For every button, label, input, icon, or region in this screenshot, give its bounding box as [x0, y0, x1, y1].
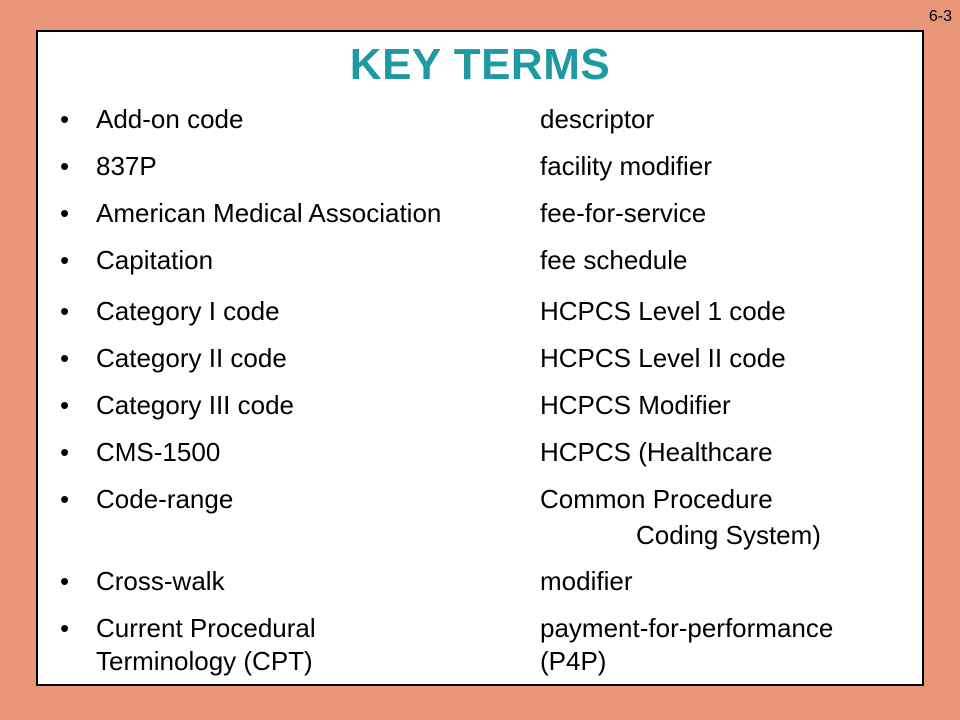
slide-title: KEY TERMS	[349, 40, 611, 89]
term-left: Current Procedural	[96, 613, 316, 643]
term-right: payment-for-performance	[540, 613, 834, 643]
term-left: Category III code	[96, 390, 294, 420]
bullet-icon: •	[60, 566, 70, 596]
term-left: Category I code	[96, 296, 280, 326]
bullet-icon: •	[60, 151, 70, 181]
bullet-icon: •	[60, 484, 70, 514]
slide-number: 6-3	[928, 8, 952, 25]
term-left: CMS-1500	[96, 437, 221, 467]
bullet-icon: •	[60, 198, 70, 228]
bullet-icon: •	[60, 104, 70, 134]
term-right: fee schedule	[540, 245, 688, 275]
term-right: HCPCS (Healthcare	[540, 437, 773, 467]
term-right: HCPCS Level II code	[540, 343, 786, 373]
bullet-icon: •	[60, 613, 70, 643]
term-left: American Medical Association	[96, 198, 442, 228]
bullet-icon: •	[60, 296, 70, 326]
term-right: modifier	[540, 566, 633, 596]
content-panel	[36, 30, 924, 686]
term-right: (P4P)	[540, 646, 607, 676]
term-right: fee-for-service	[540, 198, 707, 228]
term-left: Code-range	[96, 484, 234, 514]
term-right: Coding System)	[636, 520, 821, 550]
term-left: Add-on code	[96, 104, 244, 134]
term-right: facility modifier	[540, 151, 712, 181]
term-left: Cross-walk	[96, 566, 225, 596]
bullet-icon: •	[60, 390, 70, 420]
term-right: Common Procedure	[540, 484, 773, 514]
term-right: descriptor	[540, 104, 655, 134]
term-left: Capitation	[96, 245, 214, 275]
bullet-icon: •	[60, 245, 70, 275]
term-left: 837P	[96, 151, 157, 181]
term-left: Terminology (CPT)	[96, 646, 313, 676]
term-right: HCPCS Modifier	[540, 390, 731, 420]
term-left: Category II code	[96, 343, 287, 373]
bullet-icon: •	[60, 343, 70, 373]
term-right: HCPCS Level 1 code	[540, 296, 786, 326]
bullet-icon: •	[60, 437, 70, 467]
